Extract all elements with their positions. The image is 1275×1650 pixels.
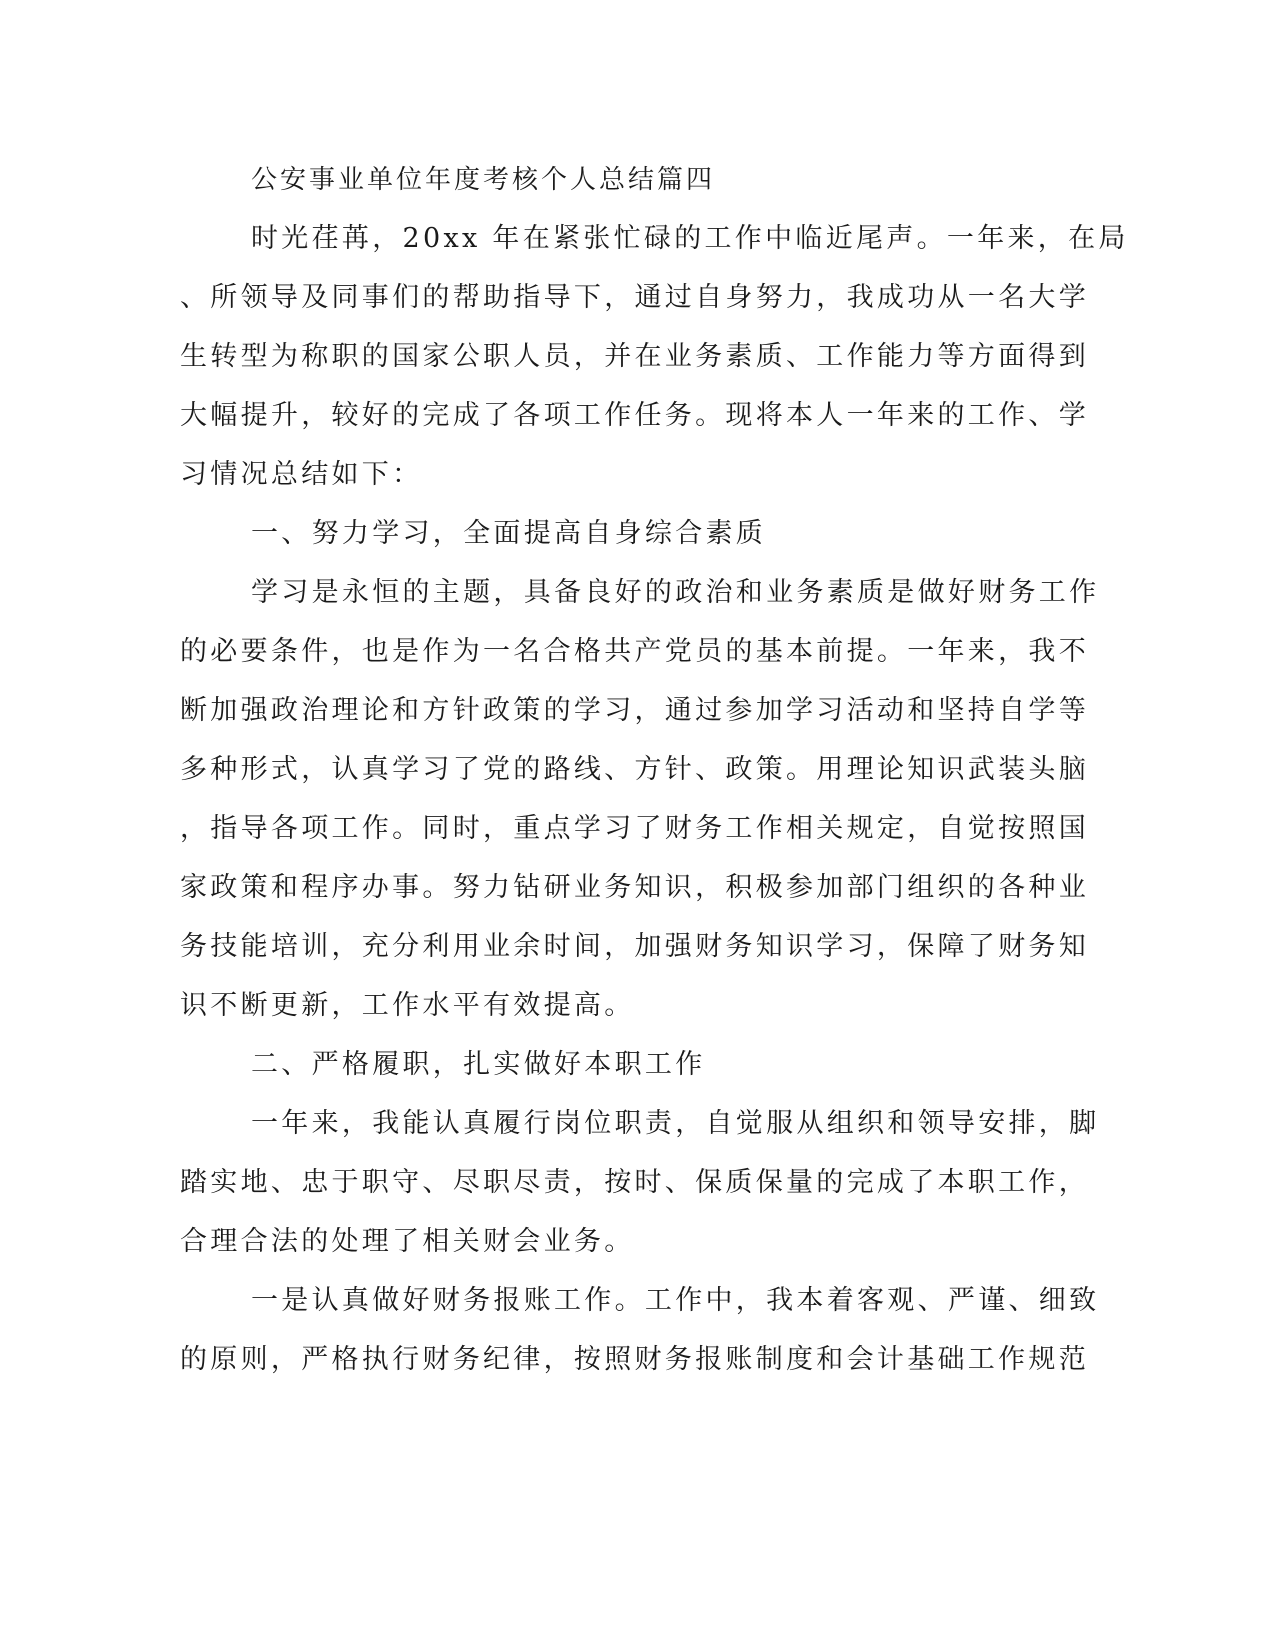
- paragraph-line: 大幅提升，较好的完成了各项工作任务。现将本人一年来的工作、学: [180, 400, 1089, 431]
- paragraph-line: 识不断更新，工作水平有效提高。: [180, 990, 635, 1021]
- paragraph-line: ，指导各项工作。同时，重点学习了财务工作相关规定，自觉按照国: [180, 813, 1089, 844]
- document-title: 公安事业单位年度考核个人总结篇四: [251, 165, 716, 195]
- paragraph-line: 多种形式，认真学习了党的路线、方针、政策。用理论知识武装头脑: [180, 754, 1089, 785]
- paragraph-line: 的必要条件，也是作为一名合格共产党员的基本前提。一年来，我不: [180, 636, 1089, 667]
- paragraph-line: 一是认真做好财务报账工作。工作中，我本着客观、严谨、细致: [251, 1285, 1100, 1316]
- paragraph-line: 的原则，严格执行财务纪律，按照财务报账制度和会计基础工作规范: [180, 1344, 1089, 1375]
- paragraph-line: 家政策和程序办事。努力钻研业务知识，积极参加部门组织的各种业: [180, 872, 1089, 903]
- paragraph-line: 学习是永恒的主题，具备良好的政治和业务素质是做好财务工作: [251, 577, 1100, 608]
- section-heading: 二、严格履职，扎实做好本职工作: [251, 1049, 706, 1080]
- section-heading: 一、努力学习，全面提高自身综合素质: [251, 518, 767, 549]
- paragraph-line: 踏实地、忠于职守、尽职尽责，按时、保质保量的完成了本职工作，: [180, 1167, 1089, 1198]
- paragraph-line: 习情况总结如下：: [180, 459, 423, 490]
- paragraph-line: 、所领导及同事们的帮助指导下，通过自身努力，我成功从一名大学: [180, 282, 1089, 313]
- paragraph-line: 生转型为称职的国家公职人员，并在业务素质、工作能力等方面得到: [180, 341, 1089, 372]
- paragraph-line: 时光荏苒，20xx 年在紧张忙碌的工作中临近尾声。一年来，在局: [251, 223, 1129, 254]
- paragraph-line: 断加强政治理论和方针政策的学习，通过参加学习活动和坚持自学等: [180, 695, 1089, 726]
- paragraph-line: 务技能培训，充分利用业余时间，加强财务知识学习，保障了财务知: [180, 931, 1089, 962]
- paragraph-line: 合理合法的处理了相关财会业务。: [180, 1226, 635, 1257]
- paragraph-line: 一年来，我能认真履行岗位职责，自觉服从组织和领导安排，脚: [251, 1108, 1100, 1139]
